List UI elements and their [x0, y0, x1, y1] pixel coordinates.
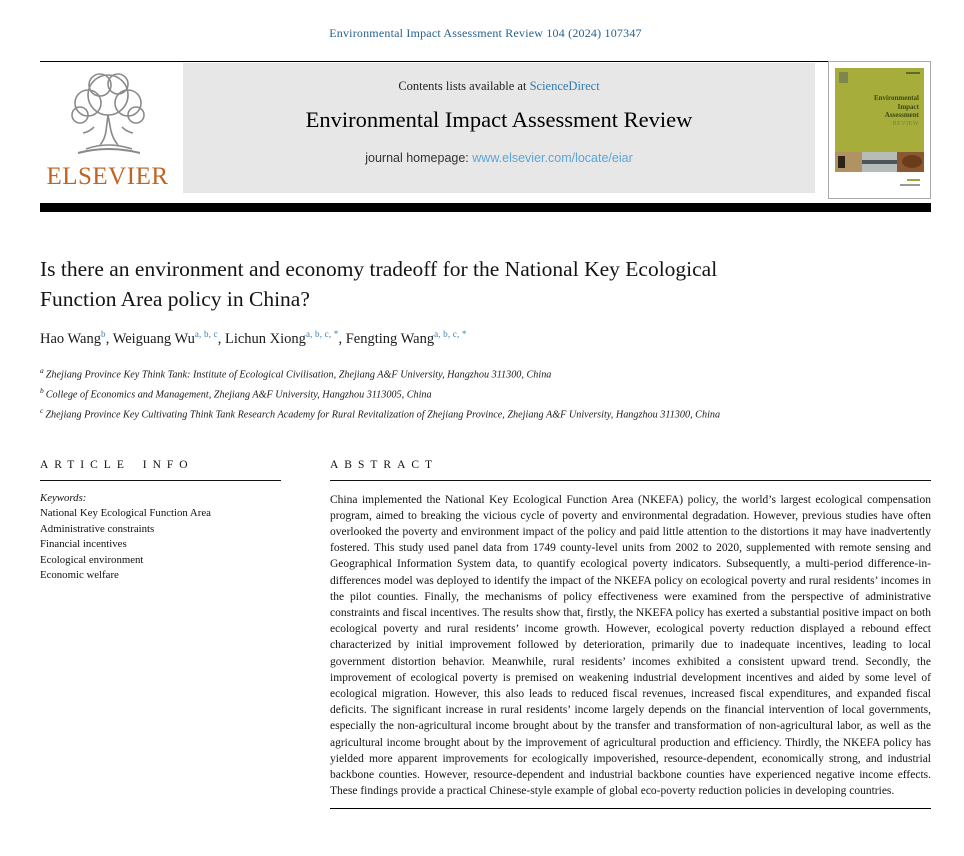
cover-photo-rock	[897, 152, 924, 172]
author-superscript: a, b, c, *	[434, 329, 467, 339]
cover-photo-strip	[835, 152, 924, 172]
author: Weiguang Wu$^{a, b, c}$,	[112, 329, 225, 347]
author-superscript: a, b, c	[194, 329, 218, 339]
journal-title: Environmental Impact Assessment Review	[305, 107, 693, 132]
cover-title: Environmental Impact Assessment	[874, 94, 919, 119]
elsevier-tree-icon	[40, 69, 175, 161]
homepage-prefix-text: journal homepage:	[365, 151, 473, 165]
author-superscript: a, b, c, *	[305, 329, 339, 339]
author-superscript: b	[100, 329, 106, 339]
sciencedirect-link[interactable]: ScienceDirect	[529, 79, 600, 93]
article-info-heading: ARTICLE INFO	[40, 458, 194, 471]
author-line	[40, 329, 931, 348]
article-info-abstract-section	[40, 459, 931, 810]
contents-line	[183, 79, 815, 94]
author: Hao Wang$^b$,	[40, 329, 113, 347]
cover-photo-bridge	[862, 152, 898, 172]
journal-cover-thumbnail	[828, 61, 931, 199]
author: Lichun Xiong$^{a, b, c, *}$,	[224, 329, 346, 347]
affiliation-list	[40, 363, 931, 423]
keyword-item: Financial incentives	[40, 538, 127, 550]
cover-photo-desert	[835, 152, 862, 172]
abstract-text: China implemented the National Key Ecological Function Area (NKEFA) policy, the world’s largest ecological compensation program, aimed to breaking the vicious cycle of poverty and environmental degradation. However, previous studies have often overlooked the poverty and environment impact of the policy and paid little attention to the distortions it may have inadvertently fostered. This study used panel data from 1749 county-level units from 2002 to 2020, supplemented with remote sensing and Geographical Information System data, to quantify ecological poverty indicators. Subsequently, a multi-period difference-in-differences model was deployed to identify the impact of the NKEFA policy on ecological poverty and rural residents’ incomes in the pilot counties. Finally, the mechanisms of policy effectiveness were examined from the perspective of administrative constraints and fiscal incentives. The results show that, firstly, the NKEFA policy has exerted a substantial positive impact on both ecological poverty and rural residents’ income growth. However, ecological poverty reduction displayed a rebound effect characterized by initial improvement followed by deterioration, primarily due to inadequate incentives, leading to local government distortion behavior. Meanwhile, rural residents’ incomes exhibited a consistent upward trend. Secondly, the improvement of ecological poverty is premised on weakening industrial development incentives and aided by some level of ecological migration. However, this also leads to reduced fiscal revenues, increased fiscal expenditures, and expanded fiscal deficits. The significant increase in rural residents’ income largely depends on the financial intervention of local governments, especially the non-agricultural income brought about by the transfer and transformation of non-agricultural labor, as well as the agricultural income brought about by the improvement of agricultural production and efficiency. Thirdly, the NKEFA policy has yielded more apparent improvements for ecologically impoverished, resource-dependent, economically strong, and industrial backbone counties. However, resource-dependent and industrial backbone counties have experienced negative income effects. These findings provide a practical Chinese-style example of global eco-poverty reduction policies in developing countries.	[330, 493, 931, 798]
affiliation: $^a$ Zhejiang Province Key Think Tank: Institute of Ecological Civilisation, Zhejiang A&F University, Hangzhou 311300, China	[40, 365, 552, 381]
cover-publisher-icon	[839, 72, 848, 83]
article-title: Is there an environment and economy tradeoff for the National Key Ecological Function Area policy in China?	[40, 257, 718, 311]
abstract-rule	[330, 480, 931, 481]
homepage-line	[183, 151, 815, 165]
author: Fengting Wang$^{a, b, c, *}$	[345, 329, 467, 347]
black-divider-bar	[40, 203, 931, 212]
bottom-rule	[330, 808, 931, 809]
affiliation: $^b$ College of Economics and Management, Zhejiang A&F University, Hangzhou 3113005, China	[40, 385, 432, 401]
cover-green-area	[835, 68, 924, 152]
elsevier-wordmark: ELSEVIER	[46, 163, 169, 190]
abstract-column	[330, 459, 931, 810]
contents-prefix-text: Contents lists available at	[398, 79, 530, 93]
journal-header-banner	[183, 63, 815, 193]
cover-issue-text	[906, 72, 920, 74]
elsevier-logo	[40, 63, 175, 191]
cover-footer	[835, 172, 924, 198]
affiliation: $^c$ Zhejiang Province Key Cultivating Think Tank Research Academy for Rural Revitalization of Zhejiang Province, Zhejiang A&F University, Hangzhou 311300, China	[40, 405, 721, 420]
journal-banner-row	[40, 63, 931, 199]
keyword-item: Administrative constraints	[40, 522, 155, 535]
abstract-heading: ABSTRACT	[330, 458, 439, 471]
keyword-item: National Key Ecological Function Area	[40, 507, 211, 519]
keyword-item: Economic welfare	[40, 569, 119, 581]
journal-homepage-link[interactable]: www.elsevier.com/locate/eiar	[472, 151, 633, 165]
keywords-label: Keywords:	[40, 491, 87, 504]
article-info-rule	[40, 480, 281, 481]
page-citation: Environmental Impact Assessment Review 104 (2024) 107347	[329, 26, 642, 40]
keywords-block	[40, 491, 281, 584]
top-rule	[40, 61, 931, 62]
article-info-column	[40, 459, 281, 810]
cover-review-label: REVIEW	[892, 121, 919, 127]
keyword-item: Ecological environment	[40, 553, 144, 566]
